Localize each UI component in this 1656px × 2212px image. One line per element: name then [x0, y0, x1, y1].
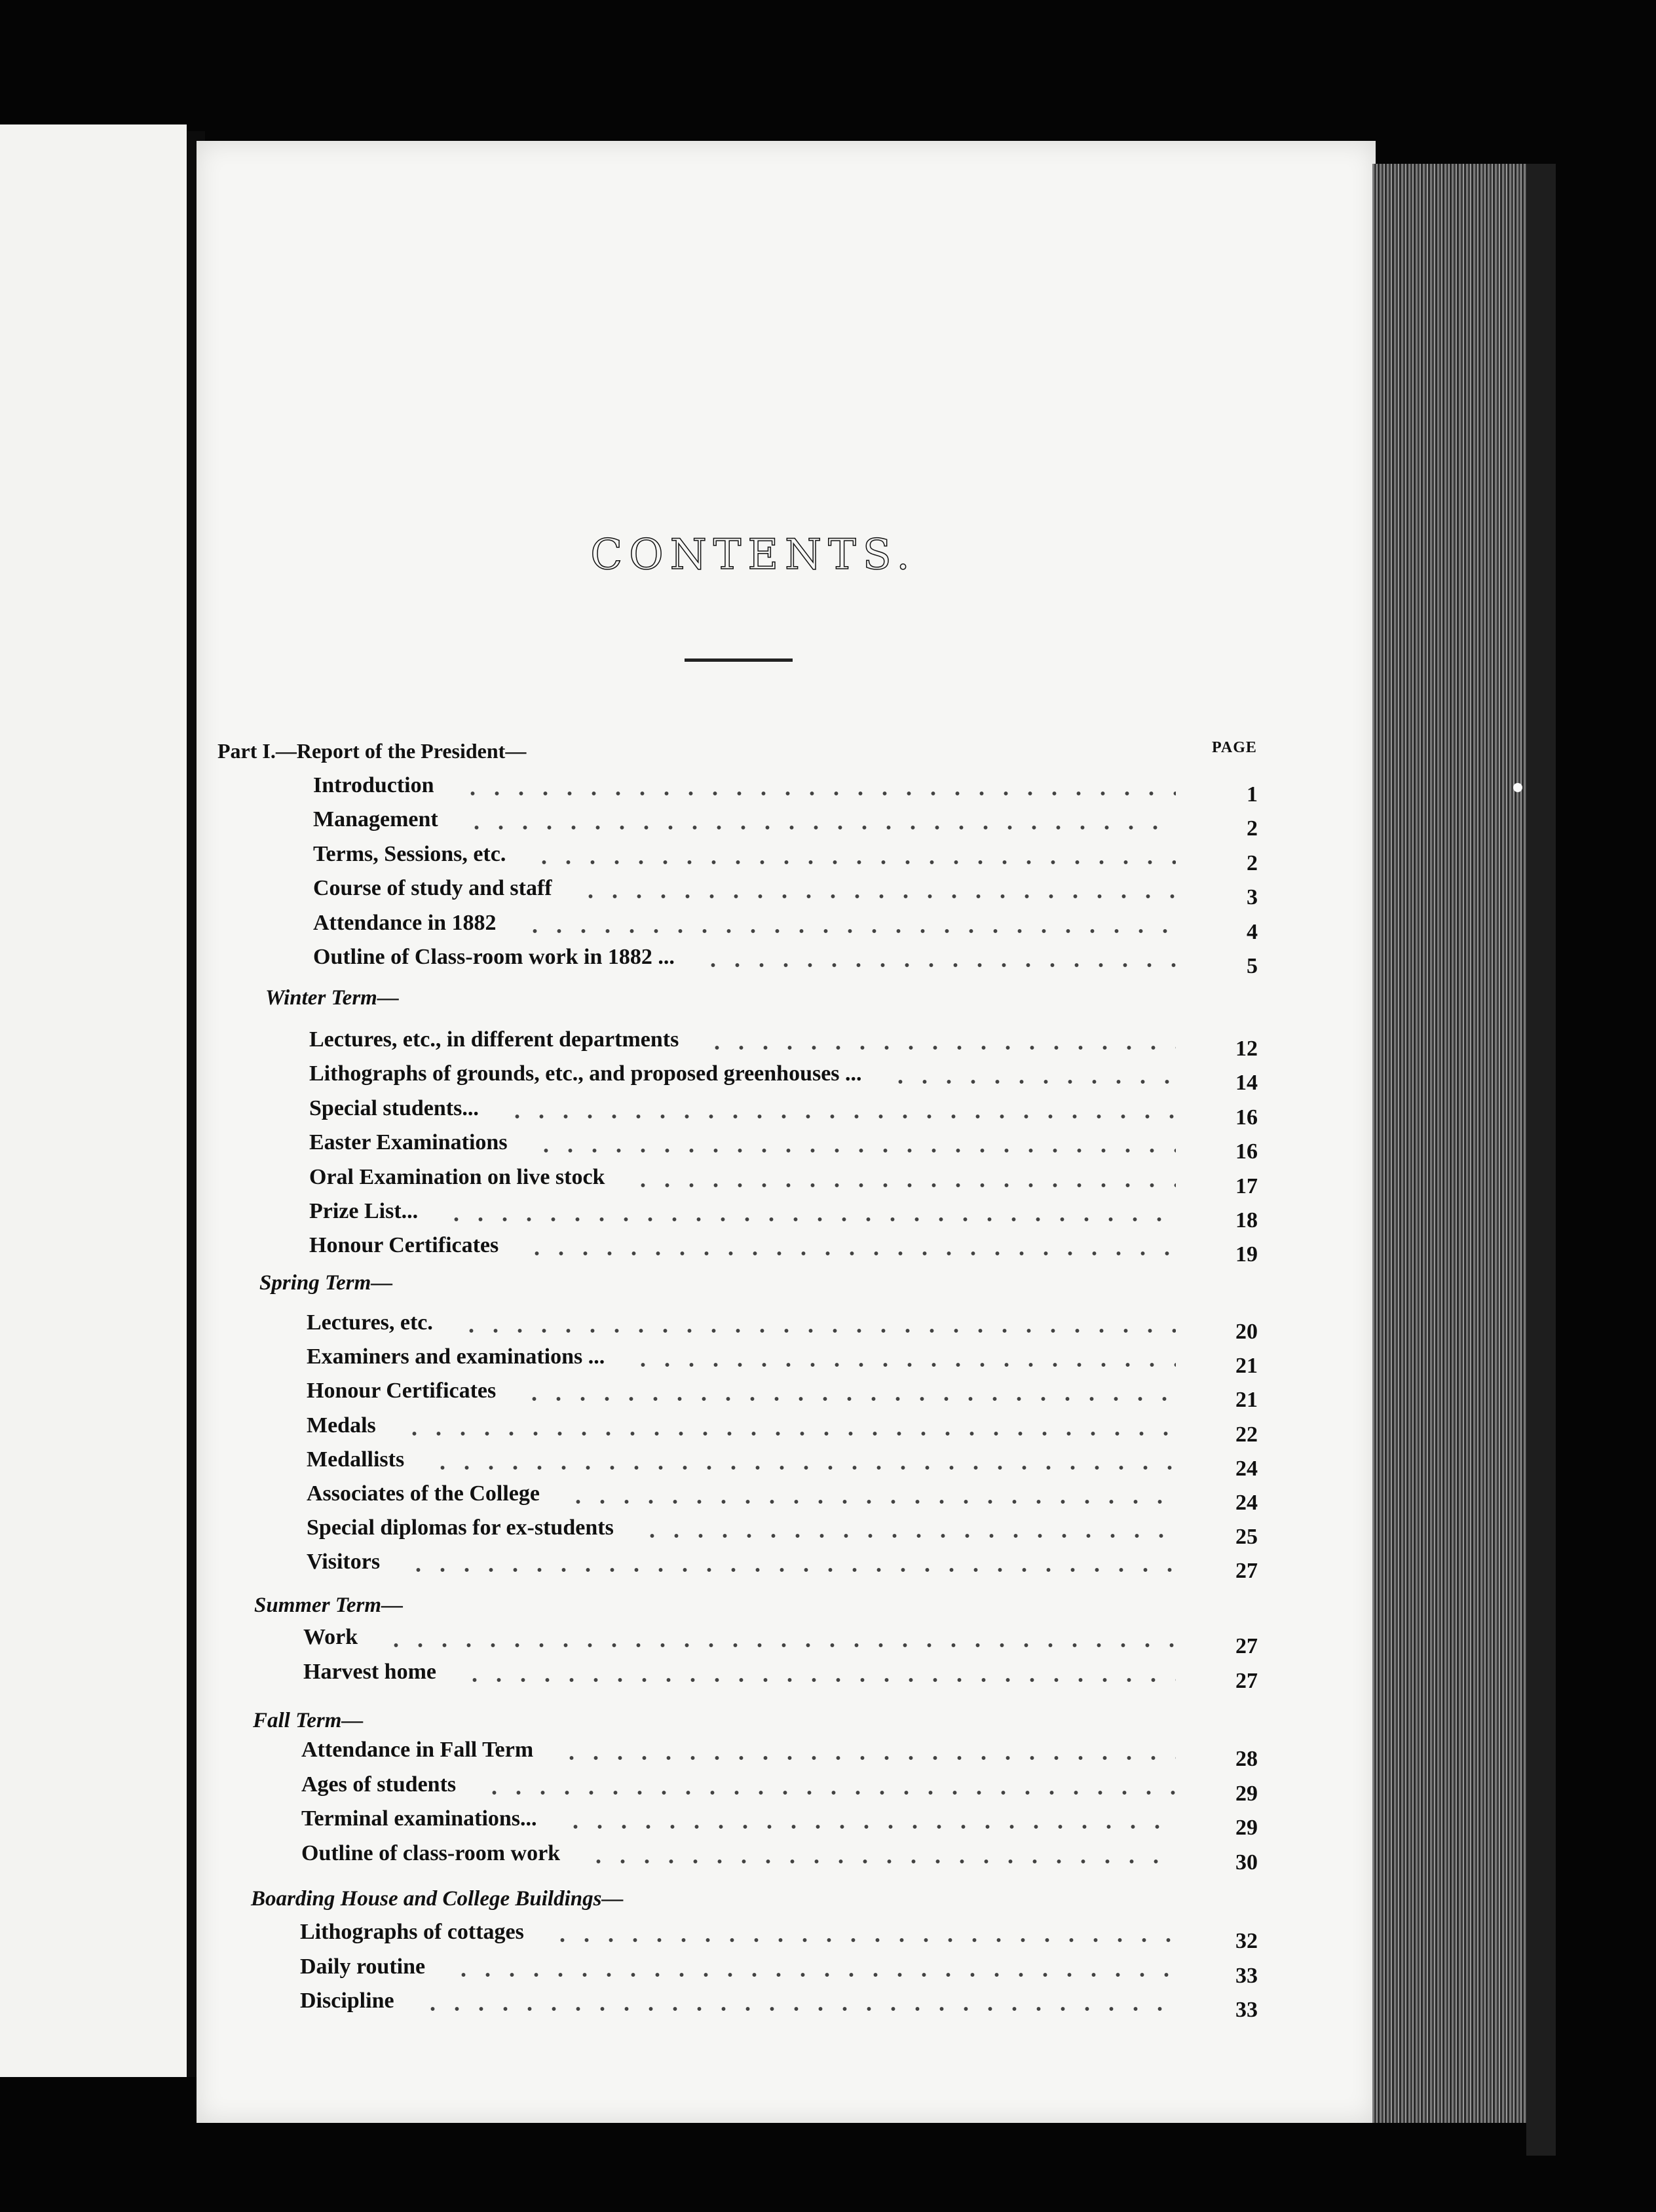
toc-entry — [0, 842, 1310, 875]
leader-dots — [464, 810, 1176, 830]
toc-entry-page: 33 — [1235, 1964, 1258, 1988]
leader-dots — [482, 1775, 1176, 1795]
toc-entry-label: Lectures, etc. — [307, 1310, 433, 1335]
toc-entry-label: Terminal examinations... — [301, 1806, 537, 1831]
leader-dots — [550, 1922, 1176, 1942]
toc-entry-label: Oral Examination on live stock — [309, 1165, 605, 1189]
toc-entry-label: Terms, Sessions, etc. — [313, 842, 506, 866]
toc-entry-page: 20 — [1235, 1320, 1258, 1344]
toc-entry-page: 29 — [1235, 1816, 1258, 1840]
toc-entry — [0, 1772, 1310, 1805]
leader-dots — [525, 1236, 1176, 1255]
toc-entry-page: 14 — [1235, 1071, 1258, 1095]
leader-dots — [631, 1347, 1176, 1367]
toc-entry-label: Attendance in Fall Term — [301, 1738, 534, 1762]
toc-entry-label: Associates of the College — [307, 1481, 540, 1506]
leader-dots — [534, 1133, 1176, 1153]
toc-entry-label: Course of study and staff — [313, 876, 552, 900]
paper-speck — [1513, 783, 1522, 792]
leader-dots — [505, 1099, 1176, 1118]
toc-entry-page: 24 — [1235, 1457, 1258, 1481]
toc-entry-page: 27 — [1235, 1634, 1258, 1658]
toc-entry — [0, 1344, 1310, 1377]
toc-entry — [0, 1096, 1310, 1129]
toc-entry-page: 25 — [1235, 1525, 1258, 1549]
toc-entry-label: Special students... — [309, 1096, 479, 1120]
toc-entry-page: 16 — [1235, 1139, 1258, 1164]
leader-dots — [430, 1450, 1176, 1470]
toc-entry-page: 12 — [1235, 1037, 1258, 1061]
leader-dots — [523, 913, 1176, 933]
toc-entry-page: 2 — [1247, 851, 1258, 875]
leader-dots — [888, 1064, 1176, 1084]
toc-entry-page: 4 — [1247, 920, 1258, 944]
leader-dots — [705, 1030, 1176, 1050]
toc-entry-label: Outline of class-room work — [301, 1841, 561, 1865]
toc-entry-label: Harvest home — [303, 1660, 437, 1684]
toc-entry — [0, 1955, 1310, 1987]
section-heading: Winter Term— — [265, 986, 399, 1010]
toc-entry-label: Medallists — [307, 1447, 405, 1472]
leader-dots — [532, 845, 1176, 864]
toc-entry-label: Prize List... — [309, 1199, 419, 1223]
toc-entry-label: Honour Certificates — [307, 1379, 497, 1403]
toc-entry — [0, 1199, 1310, 1232]
leader-dots — [578, 879, 1176, 898]
toc-entry-label: Outline of Class-room work in 1882 ... — [313, 945, 675, 969]
leader-dots — [563, 1809, 1176, 1829]
toc-entry-label: Attendance in 1882 — [313, 911, 497, 935]
toc-entry-page: 18 — [1235, 1208, 1258, 1232]
toc-entry — [0, 1550, 1310, 1582]
leader-dots — [406, 1552, 1176, 1572]
leader-dots — [701, 947, 1176, 967]
toc-entry — [0, 1233, 1310, 1266]
toc-entry-label: Lithographs of cottages — [300, 1920, 524, 1944]
leader-dots — [559, 1740, 1176, 1760]
toc-entry-label: Lectures, etc., in different departments — [309, 1027, 679, 1052]
section-heading: Fall Term— — [253, 1709, 364, 1732]
toc-entry-page: 5 — [1247, 954, 1258, 978]
leader-dots — [451, 1957, 1176, 1977]
toc-entry — [0, 911, 1310, 944]
toc-entry-label: Honour Certificates — [309, 1233, 499, 1257]
toc-entry — [0, 1481, 1310, 1514]
toc-entry-page: 2 — [1247, 816, 1258, 841]
toc-entry — [0, 1738, 1310, 1770]
toc-entry-page: 24 — [1235, 1491, 1258, 1515]
toc-entry-page: 3 — [1247, 885, 1258, 909]
section-heading: Spring Term— — [259, 1271, 393, 1295]
leader-dots — [459, 1313, 1176, 1333]
toc-entry-page: 16 — [1235, 1105, 1258, 1130]
toc-entry-label: Management — [313, 807, 438, 831]
leader-dots — [566, 1484, 1176, 1504]
toc-entry-page: 28 — [1235, 1747, 1258, 1771]
leader-dots — [421, 1991, 1176, 2011]
leader-dots — [522, 1381, 1176, 1401]
page-column-label: PAGE — [1212, 739, 1257, 756]
toc-entry-label: Discipline — [300, 1989, 394, 2013]
toc-entry — [0, 1516, 1310, 1548]
toc-entry — [0, 1989, 1310, 2021]
title-rule — [685, 658, 793, 662]
toc-entry-label: Daily routine — [300, 1955, 426, 1979]
toc-entry — [0, 1061, 1310, 1094]
leader-dots — [640, 1518, 1176, 1538]
leader-dots — [461, 776, 1176, 795]
toc-entry-page: 29 — [1235, 1782, 1258, 1806]
toc-entry-label: Lithographs of grounds, etc., and proposed greenhouses ... — [309, 1061, 862, 1086]
leader-dots — [586, 1844, 1176, 1863]
toc-entry-page: 19 — [1235, 1242, 1258, 1267]
toc-entry — [0, 945, 1310, 978]
toc-entry — [0, 1660, 1310, 1692]
toc-entry — [0, 1447, 1310, 1480]
toc-entry-page: 21 — [1235, 1354, 1258, 1378]
toc-entry-label: Ages of students — [301, 1772, 457, 1797]
toc-entry — [0, 1625, 1310, 1658]
toc-entry-label: Visitors — [307, 1550, 381, 1574]
part-heading: Part I.—Report of the President— — [217, 739, 527, 763]
toc-entry-page: 21 — [1235, 1388, 1258, 1412]
toc-entry-label: Examiners and examinations ... — [307, 1344, 605, 1369]
leader-dots — [444, 1202, 1176, 1221]
toc-entry-label: Work — [303, 1625, 358, 1649]
section-heading: Summer Term— — [254, 1593, 404, 1617]
section-heading: Boarding House and College Buildings— — [251, 1887, 624, 1911]
leader-dots — [402, 1416, 1176, 1436]
toc-entry-label: Easter Examinations — [309, 1130, 508, 1154]
toc-entry-label: Special diplomas for ex-students — [307, 1516, 614, 1540]
toc-entry-label: Medals — [307, 1413, 376, 1438]
toc-entry — [0, 1379, 1310, 1411]
leader-dots — [631, 1168, 1176, 1187]
toc-entry-page: 32 — [1235, 1929, 1258, 1953]
leader-dots — [384, 1628, 1176, 1647]
toc-entry-label: Introduction — [313, 773, 434, 797]
toc-entry-page: 30 — [1235, 1850, 1258, 1875]
toc-entry — [0, 876, 1310, 909]
toc-entry-page: 22 — [1235, 1422, 1258, 1447]
toc-entry — [0, 1165, 1310, 1198]
toc-entry — [0, 1841, 1310, 1874]
toc-entry — [0, 773, 1310, 806]
toc-entry-page: 27 — [1235, 1559, 1258, 1583]
page-title: CONTENTS. — [590, 531, 916, 579]
toc-entry-page: 1 — [1247, 782, 1258, 807]
toc-entry — [0, 1310, 1310, 1343]
book-cover-edge — [1526, 164, 1556, 2156]
toc-entry — [0, 807, 1310, 840]
toc-entry — [0, 1413, 1310, 1446]
toc-entry — [0, 1027, 1310, 1060]
toc-entry — [0, 1920, 1310, 1953]
toc-entry-page: 17 — [1235, 1174, 1258, 1198]
toc-entry-page: 33 — [1235, 1998, 1258, 2022]
leader-dots — [462, 1662, 1176, 1682]
toc-entry-page: 27 — [1235, 1669, 1258, 1693]
toc-entry — [0, 1130, 1310, 1163]
page-edges — [1372, 164, 1549, 2123]
toc-entry — [0, 1806, 1310, 1839]
